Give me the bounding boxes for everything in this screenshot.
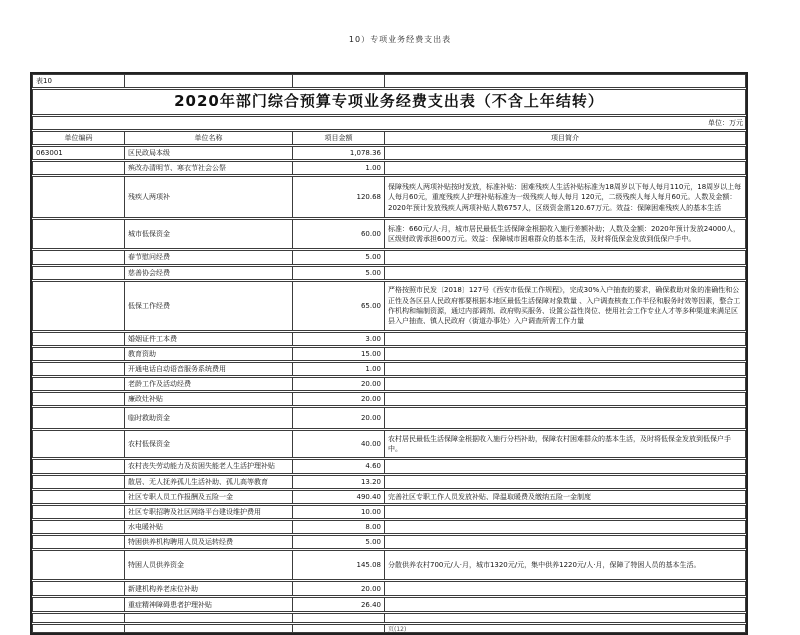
cell-desc <box>385 363 745 375</box>
cell-unit-code <box>33 393 125 405</box>
cell-amount: 20.00 <box>293 582 385 595</box>
cell-amount: 5.00 <box>293 536 385 548</box>
cell-unit-name: 慈善协会经费 <box>125 267 293 279</box>
cell-unit-code <box>33 267 125 279</box>
cell-desc <box>385 536 745 548</box>
cell-amount: 5.00 <box>293 251 385 263</box>
cell-desc: 完善社区专职工作人员发放补贴、降温取暖费及缴纳五险一金制度 <box>388 492 591 501</box>
cell-unit-code <box>33 348 125 360</box>
cell-amount: 20.00 <box>293 408 385 428</box>
table-row <box>32 407 746 429</box>
cell-amount: 5.00 <box>293 267 385 279</box>
table-row <box>32 362 746 376</box>
table-row <box>32 176 746 218</box>
table-row <box>32 377 746 391</box>
cell-desc <box>385 267 745 279</box>
cell-unit-name: 农村丧失劳动能力及贫困失能老人生活护理补贴 <box>125 460 293 472</box>
cell-amount: 1,078.36 <box>293 147 385 159</box>
cell-amount: 65.00 <box>293 282 385 330</box>
table-row <box>32 266 746 280</box>
table-tag-spacer-3 <box>385 75 745 87</box>
cell-unit-name <box>125 625 293 632</box>
cell-desc <box>385 476 745 488</box>
cell-desc <box>385 614 745 622</box>
column-header-unit-name: 单位名称 <box>125 132 293 144</box>
cell-unit-name: 城市低保资金 <box>125 220 293 248</box>
page-header-title: 10）专项业务经费支出表 <box>348 35 452 44</box>
unit-note: 单位：万元 <box>708 118 743 127</box>
cell-unit-code <box>33 598 125 611</box>
cell-amount: 3.00 <box>293 333 385 345</box>
cell-desc <box>385 460 745 472</box>
table-row <box>32 392 746 406</box>
cell-unit-name: 低保工作经费 <box>125 282 293 330</box>
table-row <box>32 219 746 249</box>
cell-unit-code <box>33 220 125 248</box>
cell-desc <box>385 162 745 174</box>
cell-amount: 20.00 <box>293 378 385 390</box>
cell-desc <box>385 378 745 390</box>
table-title-row <box>32 89 746 115</box>
cell-unit-name: 农村低保资金 <box>125 431 293 457</box>
cell-unit-code <box>33 491 125 503</box>
cell-unit-code <box>33 363 125 375</box>
cell-desc <box>385 598 745 611</box>
cell-desc <box>385 408 745 428</box>
table-tag-spacer-1 <box>125 75 293 87</box>
table-row <box>32 475 746 489</box>
cell-desc: 页(12) <box>388 626 407 633</box>
table-row <box>32 430 746 458</box>
column-header-desc: 项目简介 <box>551 134 579 143</box>
cell-unit-code <box>33 378 125 390</box>
cell-unit-code <box>33 582 125 595</box>
table-row <box>32 332 746 346</box>
cell-unit-name: 教育资助 <box>125 348 293 360</box>
column-header-row <box>32 131 746 145</box>
table-row <box>32 597 746 612</box>
cell-unit-name: 特困供养机构聘用人员及运转经费 <box>125 536 293 548</box>
table-body <box>32 146 746 633</box>
table-tag-spacer-2 <box>293 75 385 87</box>
table-tag-row <box>32 74 746 88</box>
cell-unit-name: 水电暖补贴 <box>125 521 293 533</box>
cell-unit-code <box>33 625 125 632</box>
table-row <box>32 505 746 519</box>
column-header-amount: 项目金额 <box>293 132 385 144</box>
cell-amount: 20.00 <box>293 393 385 405</box>
cell-unit-name: 春节慰问经费 <box>125 251 293 263</box>
cell-amount: 145.08 <box>293 551 385 579</box>
cell-desc <box>385 251 745 263</box>
table-row <box>32 161 746 175</box>
cell-amount: 490.40 <box>293 491 385 503</box>
column-header-unit-code: 单位编码 <box>33 132 125 144</box>
cell-desc <box>385 333 745 345</box>
cell-unit-name: 临时救助资金 <box>125 408 293 428</box>
cell-unit-code <box>33 282 125 330</box>
table-row <box>32 281 746 331</box>
cell-unit-code <box>33 536 125 548</box>
cell-amount: 8.00 <box>293 521 385 533</box>
cell-desc: 分散供养农村700元/人·月，城市1320元/元，集中供养1220元/人·月，保障了特困人员的基本生活。 <box>388 561 701 570</box>
cell-desc <box>385 582 745 595</box>
table-row <box>32 535 746 549</box>
cell-unit-code <box>33 521 125 533</box>
cell-desc <box>385 348 745 360</box>
table-row <box>32 347 746 361</box>
cell-unit-code: 063001 <box>33 147 125 159</box>
table-row <box>32 624 746 633</box>
cell-unit-name: 婚姻证件工本费 <box>125 333 293 345</box>
cell-unit-name <box>125 614 293 622</box>
cell-desc <box>385 147 745 159</box>
cell-unit-name: 殡改办清明节、寒衣节社会公祭 <box>125 162 293 174</box>
cell-desc: 严格按照市民发〔2018〕127号《西安市低保工作规程》，完成30%入户抽查的要求，确保救助对象的准确性和公正性及各区县人民政府都要根据本地区最低生活保障对象数量 、入户调查核查工作半径和服务时效等因素，整合工作机构和编制资源，通过内部调剂、政府购买服务、设置公益性岗位、使用社会工作专业人才等多种渠道来满足区县入户抽查、镇人民政府（街道办事处）入户调查所需工作力量 <box>388 286 741 325</box>
cell-unit-name: 社区专职招聘及社区网络平台建设维护费用 <box>125 506 293 518</box>
cell-unit-code <box>33 333 125 345</box>
table-row <box>32 550 746 580</box>
table-tag-label: 表10 <box>33 75 125 87</box>
cell-unit-code <box>33 551 125 579</box>
cell-unit-code <box>33 431 125 457</box>
cell-amount: 1.00 <box>293 162 385 174</box>
cell-unit-code <box>33 251 125 263</box>
cell-unit-name: 廉政灶补贴 <box>125 393 293 405</box>
cell-desc: 保障残疾人两项补贴按时发放，标准补贴：困难残疾人生活补贴标准为18周岁以下每人每月110元，18周岁以上每人每月60元，重度残疾人护理补贴标准为一级残疾人每人每月 120元，二级残疾人每人每月60元。人数及金额：2020年预计发放残疾人两项补贴人数6757人，区级资金需120.67万元。效益：保障困难残疾人的基本生活 <box>388 183 742 212</box>
table-row <box>32 146 746 160</box>
cell-amount: 26.40 <box>293 598 385 611</box>
cell-unit-name: 区民政局本级 <box>125 147 293 159</box>
cell-amount: 10.00 <box>293 506 385 518</box>
cell-unit-name: 重症精神障碍患者护理补贴 <box>125 598 293 611</box>
cell-desc <box>385 393 745 405</box>
cell-unit-name: 特困人员供养资金 <box>125 551 293 579</box>
cell-desc: 标准：660元/人·月，城市居民最低生活保障金根据收入施行差额补助；人数及金额：2020年预计发放24000人，区级财政需承担600万元。效益：保障城市困难群众的基本生活，及时将低保金发放到低保户手中。 <box>388 225 741 244</box>
cell-amount: 4.60 <box>293 460 385 472</box>
cell-amount: 60.00 <box>293 220 385 248</box>
cell-amount: 40.00 <box>293 431 385 457</box>
cell-unit-code <box>33 408 125 428</box>
cell-amount: 1.00 <box>293 363 385 375</box>
cell-unit-name: 老龄工作及活动经费 <box>125 378 293 390</box>
cell-unit-code <box>33 460 125 472</box>
cell-unit-code <box>33 614 125 622</box>
cell-unit-code <box>33 162 125 174</box>
table-row <box>32 490 746 504</box>
table-row <box>32 459 746 473</box>
cell-unit-name: 开通电话自动语音服务系统费用 <box>125 363 293 375</box>
cell-unit-name: 散居、无人抚养孤儿生活补助、孤儿高等教育 <box>125 476 293 488</box>
cell-unit-name: 社区专职人员工作报酬及五险一金 <box>125 491 293 503</box>
table-title: 2020年部门综合预算专项业务经费支出表（不含上年结转） <box>174 92 604 111</box>
cell-desc: 农村居民最低生活保障金根据收入施行分档补助，保障农村困难群众的基本生活，及时将低保金发放到低保户手中。 <box>388 435 731 454</box>
cell-unit-code <box>33 177 125 217</box>
cell-unit-code <box>33 506 125 518</box>
cell-amount: 120.68 <box>293 177 385 217</box>
table-row <box>32 613 746 623</box>
cell-amount <box>293 625 385 632</box>
table-row <box>32 520 746 534</box>
cell-amount: 13.20 <box>293 476 385 488</box>
table-row <box>32 581 746 596</box>
cell-amount: 15.00 <box>293 348 385 360</box>
cell-amount <box>293 614 385 622</box>
table-row <box>32 250 746 264</box>
cell-unit-code <box>33 476 125 488</box>
cell-unit-name: 新建机构养老床位补助 <box>125 582 293 595</box>
cell-unit-name: 残疾人两项补 <box>125 177 293 217</box>
cell-desc <box>385 506 745 518</box>
unit-note-row <box>32 116 746 130</box>
budget-table <box>30 72 748 635</box>
cell-desc <box>385 521 745 533</box>
